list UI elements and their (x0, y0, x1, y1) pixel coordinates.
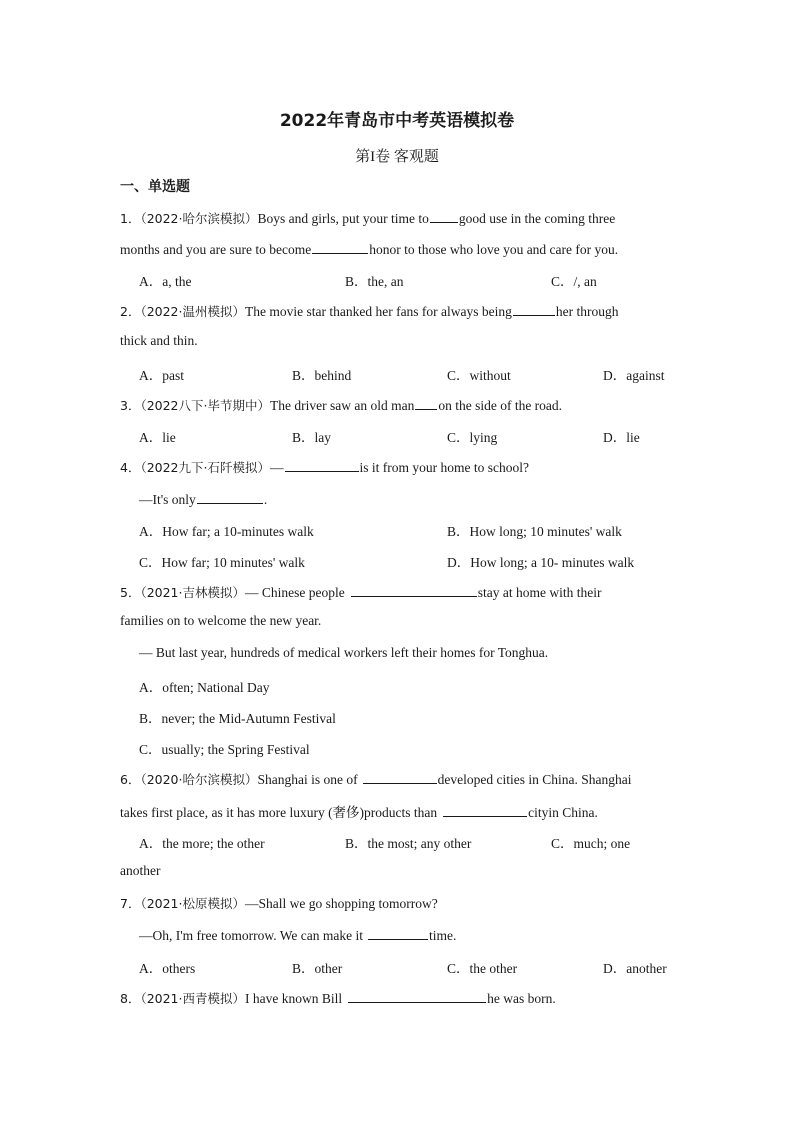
answer-blank[interactable] (443, 802, 527, 817)
option-d[interactable]: D．lie (603, 430, 640, 445)
question-text: is it from your home to school? (359, 460, 529, 475)
question-text: stay at home with their (477, 585, 602, 600)
question-text: honor to those who love you and care for you. (369, 242, 619, 257)
question-text: developed cities in China. Shanghai (437, 772, 632, 787)
option-c[interactable]: C．/, an (551, 274, 597, 289)
answer-blank[interactable] (513, 301, 555, 316)
option-c[interactable]: C．usually; the Spring Festival (139, 742, 310, 757)
option-a[interactable]: A．the more; the other (139, 836, 265, 851)
answer-blank[interactable] (430, 208, 458, 223)
option-a[interactable]: A．a, the (139, 274, 192, 289)
question-number: 4． (120, 460, 141, 475)
option-c[interactable]: C．lying (447, 430, 498, 445)
option-c[interactable]: C．without (447, 368, 511, 383)
question-text: on the side of the road. (438, 398, 563, 413)
question-text: takes first place, as it has more luxury (奢侈)products than (120, 805, 438, 820)
question-6-line-1 (120, 769, 631, 788)
answer-blank[interactable] (348, 988, 486, 1003)
option-b[interactable]: B．the most; any other (345, 836, 472, 851)
answer-blank[interactable] (197, 489, 263, 504)
question-1-line-2 (120, 239, 618, 258)
question-7-line-1 (120, 894, 438, 912)
option-c[interactable]: C．the other (447, 961, 518, 976)
option-d[interactable]: D．another (603, 961, 667, 976)
option-a[interactable]: A．lie (139, 430, 176, 445)
question-text: . (263, 492, 268, 507)
question-2-line-2: thick and thin. (120, 333, 198, 348)
question-4-line-1 (120, 457, 529, 476)
question-source: （2021·松原模拟） (140, 896, 245, 911)
question-5-line-2: families on to welcome the new year. (120, 613, 322, 628)
page-subtitle: 第I卷 客观题 (355, 149, 439, 165)
option-b[interactable]: B．How long; 10 minutes' walk (447, 524, 622, 539)
question-5-line-1 (120, 582, 601, 601)
option-b[interactable]: B．the, an (345, 274, 404, 289)
question-number: 7． (120, 896, 141, 911)
question-number: 5． (120, 585, 141, 600)
option-a[interactable]: A．others (139, 961, 196, 976)
question-text: —It's only (139, 492, 196, 507)
question-1-line-1 (120, 208, 615, 227)
question-text: cityin China. (528, 805, 598, 820)
question-text: good use in the coming three (458, 211, 616, 226)
answer-blank[interactable] (312, 239, 368, 254)
question-5-line-3: — But last year, hundreds of medical workers left their homes for Tonghua. (139, 645, 549, 660)
option-a[interactable]: A．past (139, 368, 184, 383)
question-2-line-1 (120, 301, 619, 320)
page-title: 2022年青岛市中考英语模拟卷 (279, 111, 515, 131)
answer-blank[interactable] (415, 395, 437, 410)
question-number: 3． (120, 398, 141, 413)
option-b[interactable]: B．never; the Mid-Autumn Festival (139, 711, 336, 726)
question-text: I have known Bill (245, 991, 343, 1006)
question-text: —Shall we go shopping tomorrow? (245, 896, 438, 911)
option-d[interactable]: D．How long; a 10- minutes walk (447, 555, 635, 570)
answer-blank[interactable] (351, 582, 477, 597)
question-6-line-2 (120, 801, 598, 821)
option-c[interactable]: C．much; one (551, 836, 631, 851)
question-source: （2022九下·石阡模拟） (140, 460, 270, 475)
question-text: —Oh, I'm free tomorrow. We can make it (139, 928, 364, 943)
option-d[interactable]: D．against (603, 368, 665, 383)
question-source: （2021·吉林模拟） (140, 585, 245, 600)
question-text: — (270, 460, 284, 475)
question-source: （2020·哈尔滨模拟） (140, 772, 258, 787)
question-text: Boys and girls, put your time to (257, 211, 429, 226)
question-text: Shanghai is one of (257, 772, 358, 787)
question-source: （2022·温州模拟） (140, 304, 245, 319)
option-a[interactable]: A．How far; a 10-minutes walk (139, 524, 314, 539)
question-number: 6． (120, 772, 141, 787)
question-text: The driver saw an old man (270, 398, 415, 413)
question-text: The movie star thanked her fans for always being (245, 304, 512, 319)
question-7-line-2 (139, 925, 456, 944)
option-c[interactable]: C．How far; 10 minutes' walk (139, 555, 305, 570)
question-text: her through (555, 304, 619, 319)
question-4-line-2 (139, 489, 267, 508)
section-heading: 一、单选题 (120, 179, 190, 195)
option-b[interactable]: B．behind (292, 368, 352, 383)
option-c-continuation: another (120, 863, 161, 878)
answer-blank[interactable] (285, 457, 359, 472)
question-text: he was born. (487, 991, 556, 1006)
question-text: time. (429, 928, 457, 943)
question-source: （2022·哈尔滨模拟） (140, 211, 258, 226)
option-b[interactable]: B．other (292, 961, 343, 976)
question-number: 1． (120, 211, 141, 226)
question-number: 8． (120, 991, 141, 1006)
question-number: 2． (120, 304, 141, 319)
question-text: — Chinese people (245, 585, 345, 600)
question-text: months and you are sure to become (120, 242, 312, 257)
answer-blank[interactable] (363, 769, 437, 784)
option-b[interactable]: B．lay (292, 430, 331, 445)
question-source: （2021·西青模拟） (140, 991, 245, 1006)
answer-blank[interactable] (368, 925, 428, 940)
question-3-line-1 (120, 395, 562, 414)
question-source: （2022八下·毕节期中） (140, 398, 270, 413)
option-a[interactable]: A．often; National Day (139, 680, 270, 695)
question-8-line-1 (120, 988, 556, 1007)
